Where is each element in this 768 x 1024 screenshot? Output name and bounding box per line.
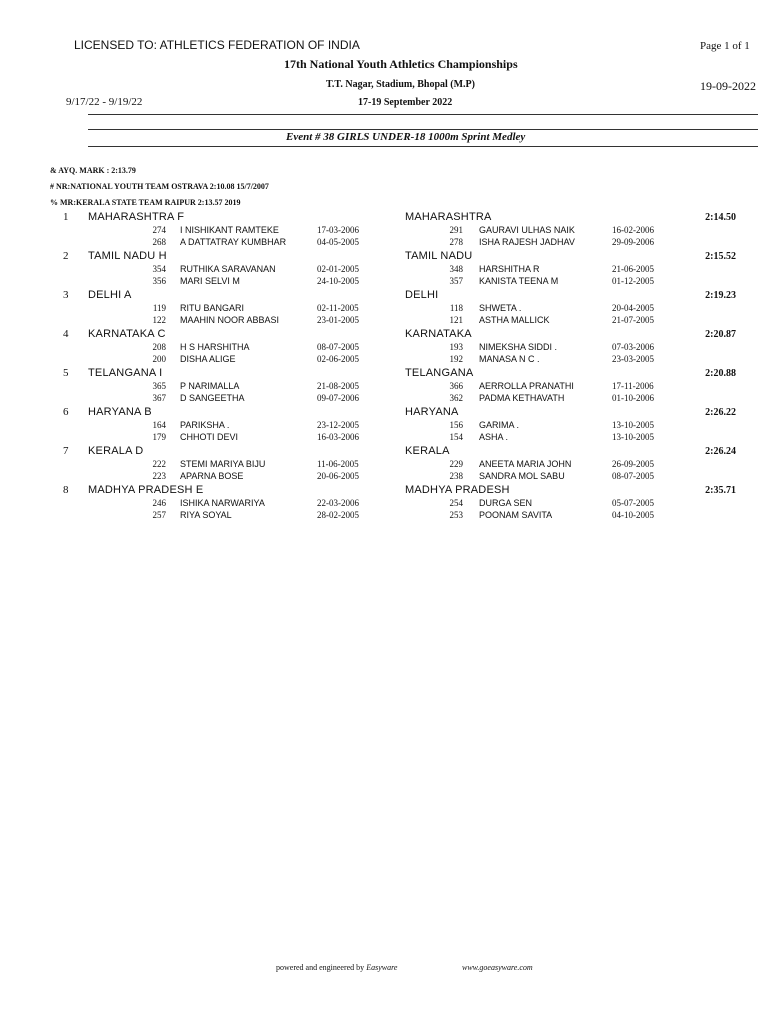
- athlete-dob: 02-11-2005: [317, 303, 359, 313]
- result-time: 2:20.88: [705, 368, 736, 379]
- athlete-dob: 04-10-2005: [612, 510, 654, 520]
- athlete-number: 365: [152, 381, 166, 391]
- athlete-dob: 08-07-2005: [612, 471, 654, 481]
- national-record: # NR:NATIONAL YOUTH TEAM OSTRAVA 2:10.08 15/7/2007: [50, 182, 269, 191]
- athlete-name: AERROLLA PRANATHI: [479, 381, 574, 391]
- result-rank: 1: [63, 211, 69, 223]
- athlete-dob: 23-03-2005: [612, 354, 654, 364]
- athlete-dob: 02-01-2005: [317, 264, 359, 274]
- athlete-name: ISHA RAJESH JADHAV: [479, 237, 575, 247]
- athlete-number: 362: [449, 393, 463, 403]
- license-line: LICENSED TO: ATHLETICS FEDERATION OF INDIA: [74, 38, 360, 52]
- qualifying-mark: & AYQ. MARK : 2:13.79: [50, 166, 136, 175]
- athlete-name: PARIKSHA .: [180, 420, 230, 430]
- athlete-number: 192: [449, 354, 463, 364]
- athlete-name: ASTHA MALLICK: [479, 315, 550, 325]
- result-rank: 6: [63, 406, 69, 418]
- result-rank: 7: [63, 445, 69, 457]
- athlete-dob: 17-03-2006: [317, 225, 359, 235]
- athlete-dob: 21-07-2005: [612, 315, 654, 325]
- athlete-dob: 16-02-2006: [612, 225, 654, 235]
- athlete-name: ANEETA MARIA JOHN: [479, 459, 572, 469]
- footer-brand: Easyware: [366, 963, 398, 972]
- athlete-name: CHHOTI DEVI: [180, 432, 239, 442]
- team-name: KERALA D: [88, 445, 144, 457]
- athlete-name: MAAHIN NOOR ABBASI: [180, 315, 280, 325]
- athlete-dob: 17-11-2006: [612, 381, 654, 391]
- athlete-dob: 09-07-2006: [317, 393, 359, 403]
- athlete-dob: 07-03-2006: [612, 342, 654, 352]
- athlete-name: GAURAVI ULHAS NAIK: [479, 225, 575, 235]
- result-rank: 2: [63, 250, 69, 262]
- athlete-dob: 20-04-2005: [612, 303, 654, 313]
- athlete-dob: 20-06-2005: [317, 471, 359, 481]
- event-rule-bottom: [88, 146, 758, 147]
- athlete-dob: 29-09-2006: [612, 237, 654, 247]
- team-name: KARNATAKA C: [88, 328, 166, 340]
- athlete-number: 354: [152, 264, 166, 274]
- athlete-dob: 13-10-2005: [612, 420, 654, 430]
- venue: T.T. Nagar, Stadium, Bhopal (M.P): [326, 79, 475, 90]
- athlete-number: 291: [449, 225, 463, 235]
- athlete-dob: 21-06-2005: [612, 264, 654, 274]
- athlete-number: 356: [152, 276, 166, 286]
- athlete-dob: 01-10-2006: [612, 393, 654, 403]
- athlete-name: D SANGEETHA: [180, 393, 245, 403]
- athlete-dob: 13-10-2005: [612, 432, 654, 442]
- team-name: MAHARASHTRA F: [88, 211, 185, 223]
- athlete-name: MARI SELVI M: [180, 276, 240, 286]
- athlete-name: RIYA SOYAL: [180, 510, 232, 520]
- team-name-secondary: TAMIL NADU: [405, 250, 473, 262]
- athlete-dob: 08-07-2005: [317, 342, 359, 352]
- athlete-number: 164: [152, 420, 166, 430]
- athlete-number: 238: [449, 471, 463, 481]
- athlete-name: H S HARSHITHA: [180, 342, 250, 352]
- result-rank: 4: [63, 328, 69, 340]
- athlete-name: A DATTATRAY KUMBHAR: [180, 237, 287, 247]
- athlete-number: 122: [152, 315, 166, 325]
- athlete-name: PADMA KETHAVATH: [479, 393, 565, 403]
- athlete-number: 246: [152, 498, 166, 508]
- result-time: 2:15.52: [705, 251, 736, 262]
- athlete-name: POONAM SAVITA: [479, 510, 553, 520]
- result-time: 2:35.71: [705, 485, 736, 496]
- athlete-dob: 22-03-2006: [317, 498, 359, 508]
- meet-record: % MR:KERALA STATE TEAM RAIPUR 2:13.57 2019: [50, 198, 241, 207]
- athlete-number: 121: [449, 315, 463, 325]
- championship-title: 17th National Youth Athletics Championships: [284, 57, 518, 71]
- footer-website: www.goeasyware.com: [462, 963, 533, 972]
- print-date: 19-09-2022: [700, 79, 756, 93]
- athlete-dob: 11-06-2005: [317, 459, 359, 469]
- athlete-dob: 23-12-2005: [317, 420, 359, 430]
- result-time: 2:19.23: [705, 290, 736, 301]
- team-name: TAMIL NADU H: [88, 250, 167, 262]
- athlete-number: 156: [449, 420, 463, 430]
- athlete-number: 257: [152, 510, 166, 520]
- athlete-name: P NARIMALLA: [180, 381, 240, 391]
- footer-powered: [276, 963, 397, 972]
- athlete-name: GARIMA .: [479, 420, 520, 430]
- event-rule-top: [88, 129, 758, 130]
- athlete-number: 223: [152, 471, 166, 481]
- team-name: DELHI A: [88, 289, 132, 301]
- result-time: 2:14.50: [705, 212, 736, 223]
- result-time: 2:20.87: [705, 329, 736, 340]
- athlete-name: I NISHIKANT RAMTEKE: [180, 225, 279, 235]
- athlete-number: 348: [449, 264, 463, 274]
- team-name-secondary: KERALA: [405, 445, 450, 457]
- event-title: Event # 38 GIRLS UNDER-18 1000m Sprint Medley: [286, 131, 526, 143]
- athlete-number: 278: [449, 237, 463, 247]
- athlete-name: ISHIKA NARWARIYA: [180, 498, 265, 508]
- athlete-dob: 02-06-2005: [317, 354, 359, 364]
- result-rank: 5: [63, 367, 69, 379]
- athlete-dob: 24-10-2005: [317, 276, 359, 286]
- athlete-number: 200: [152, 354, 166, 364]
- team-name-secondary: HARYANA: [405, 406, 459, 418]
- athlete-number: 274: [152, 225, 166, 235]
- team-name-secondary: MADHYA PRADESH: [405, 484, 510, 496]
- athlete-number: 222: [152, 459, 166, 469]
- athlete-number: 229: [449, 459, 463, 469]
- athlete-name: APARNA BOSE: [180, 471, 244, 481]
- athlete-number: 366: [449, 381, 463, 391]
- team-name: TELANGANA I: [88, 367, 163, 379]
- athlete-name: DISHA ALIGE: [180, 354, 236, 364]
- athlete-name: DURGA SEN: [479, 498, 533, 508]
- athlete-number: 254: [449, 498, 463, 508]
- athlete-name: STEMI MARIYA BIJU: [180, 459, 266, 469]
- athlete-number: 208: [152, 342, 166, 352]
- athlete-dob: 28-02-2005: [317, 510, 359, 520]
- athlete-number: 179: [152, 432, 166, 442]
- athlete-name: HARSHITHA R: [479, 264, 540, 274]
- athlete-name: ASHA .: [479, 432, 509, 442]
- athlete-dob: 05-07-2005: [612, 498, 654, 508]
- athlete-number: 253: [449, 510, 463, 520]
- athlete-dob: 16-03-2006: [317, 432, 359, 442]
- athlete-name: RITU BANGARI: [180, 303, 245, 313]
- event-dates: 17-19 September 2022: [358, 97, 453, 108]
- result-rank: 3: [63, 289, 69, 301]
- athlete-name: RUTHIKA SARAVANAN: [180, 264, 276, 274]
- team-name: MADHYA PRADESH E: [88, 484, 204, 496]
- athlete-number: 268: [152, 237, 166, 247]
- athlete-dob: 01-12-2005: [612, 276, 654, 286]
- result-time: 2:26.24: [705, 446, 736, 457]
- athlete-dob: 23-01-2005: [317, 315, 359, 325]
- footer-powered-prefix: powered and engineered by: [276, 963, 367, 972]
- athlete-number: 119: [152, 303, 166, 313]
- team-name-secondary: MAHARASHTRA: [405, 211, 492, 223]
- result-rank: 8: [63, 484, 69, 496]
- team-name-secondary: TELANGANA: [405, 367, 474, 379]
- athlete-dob: 04-05-2005: [317, 237, 359, 247]
- athlete-dob: 26-09-2005: [612, 459, 654, 469]
- athlete-number: 154: [449, 432, 463, 442]
- team-name-secondary: KARNATAKA: [405, 328, 472, 340]
- athlete-number: 367: [152, 393, 166, 403]
- page-number: Page 1 of 1: [700, 40, 750, 52]
- athlete-number: 118: [449, 303, 463, 313]
- athlete-name: NIMEKSHA SIDDI .: [479, 342, 558, 352]
- athlete-name: SHWETA .: [479, 303, 522, 313]
- result-time: 2:26.22: [705, 407, 736, 418]
- athlete-dob: 21-08-2005: [317, 381, 359, 391]
- team-name: HARYANA B: [88, 406, 152, 418]
- athlete-number: 193: [449, 342, 463, 352]
- athlete-name: MANASA N C .: [479, 354, 540, 364]
- team-name-secondary: DELHI: [405, 289, 439, 301]
- header-rule: [88, 114, 758, 115]
- athlete-number: 357: [449, 276, 463, 286]
- athlete-name: KANISTA TEENA M: [479, 276, 559, 286]
- date-range-short: 9/17/22 - 9/19/22: [66, 96, 143, 108]
- athlete-name: SANDRA MOL SABU: [479, 471, 565, 481]
